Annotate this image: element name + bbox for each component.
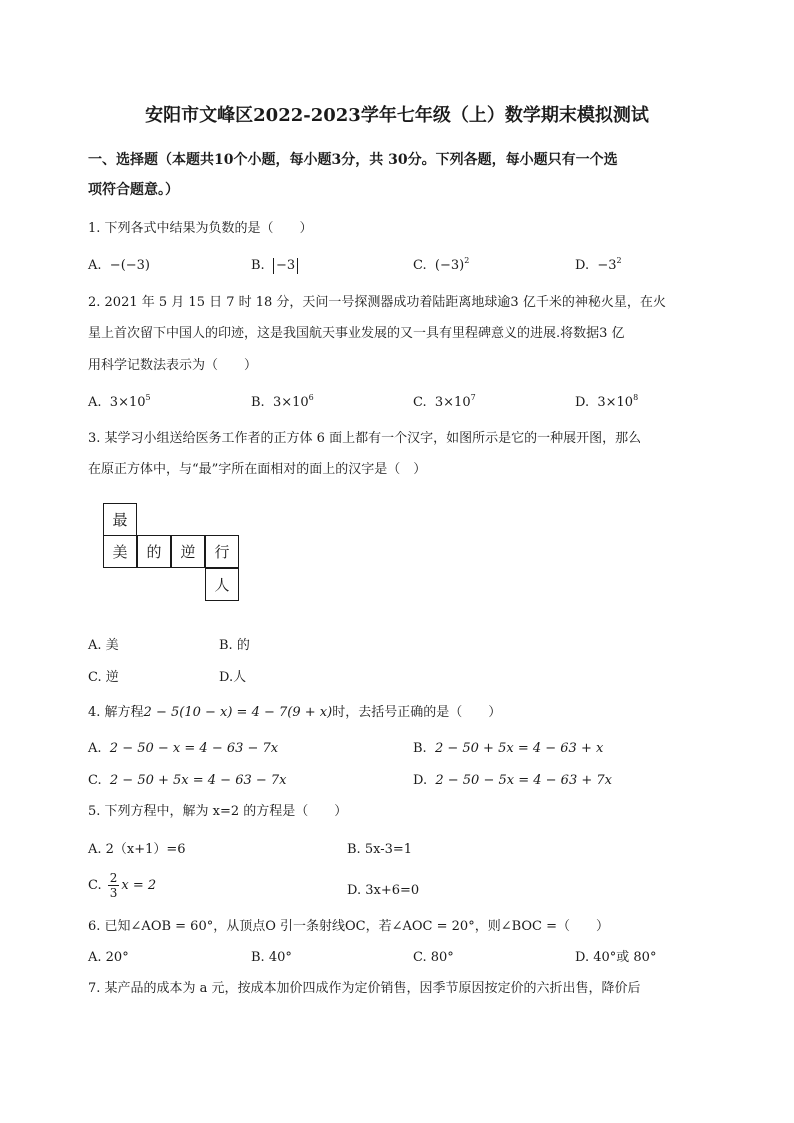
- q2-stem-line1: 2. 2021 年 5 月 15 日 7 时 18 分，天问一号探测器成功着陆距离地球逾3 亿千米的神秘火星，在火: [88, 295, 666, 310]
- q1-option-a-expr: −(−3): [109, 258, 150, 273]
- q1-option-b-expr: −3: [273, 258, 298, 274]
- cube-face-mei: 美: [103, 535, 137, 568]
- q1-option-c[interactable]: C. $(-3)^2$: [413, 256, 470, 273]
- q2-stem-line3: 用科学记数法表示为（ ）: [88, 358, 258, 373]
- q4-option-a[interactable]: A. 2 − 50 − x = 4 − 63 − 7x: [88, 741, 279, 756]
- page-title: 安阳市文峰区2022-2023学年七年级（上）数学期末模拟测试: [145, 105, 649, 126]
- q1-stem: 1. 下列各式中结果为负数的是（ ）: [88, 221, 313, 236]
- q3-option-d[interactable]: D.人: [219, 670, 247, 685]
- q5-stem: 5. 下列方程中，解为 x=2 的方程是（ ）: [88, 804, 348, 819]
- q4-option-d[interactable]: D. 2 − 50 − 5x = 4 − 63 + 7x: [413, 773, 612, 788]
- q3-option-a[interactable]: A. 美: [88, 638, 119, 653]
- q7-stem-line1: 7. 某产品的成本为 a 元，按成本加价四成作为定价销售，因季节原因按定价的六折出售，降价后: [88, 981, 641, 996]
- q5-option-d[interactable]: D. 3x+6=0: [347, 883, 420, 898]
- q5-option-a[interactable]: A. 2（x+1）=6: [88, 842, 186, 857]
- q3-option-c[interactable]: C. 逆: [88, 670, 119, 685]
- q1-option-b[interactable]: B. −3: [251, 256, 298, 276]
- q5-fraction: $\frac{2}{3}$: [109, 871, 118, 900]
- q6-stem: 6. 已知∠AOB = 60°，从顶点O 引一条射线OC，若∠AOC = 20°，则∠BOC =（ ）: [88, 919, 610, 934]
- q1-option-a[interactable]: A. −(−3): [88, 258, 150, 273]
- q6-option-d[interactable]: D. 40°或 80°: [575, 950, 657, 965]
- q2-option-d[interactable]: D. $3\times 10^8$: [575, 393, 639, 410]
- q3-stem-line1: 3. 某学习小组送给医务工作者的正方体 6 面上都有一个汉字，如图所示是它的一种展开图，那么: [88, 431, 642, 446]
- section-heading-line1: 一、选择题（本题共10个小题，每小题3分，共 30分。下列各题，每小题只有一个选: [88, 152, 618, 168]
- q6-option-b[interactable]: B. 40°: [251, 950, 292, 965]
- q6-option-c[interactable]: C. 80°: [413, 950, 454, 965]
- q4-option-c[interactable]: C. 2 − 50 + 5x = 4 − 63 − 7x: [88, 773, 287, 788]
- cube-face-de: 的: [137, 535, 171, 568]
- cube-face-ren: 人: [205, 568, 239, 601]
- q2-option-a[interactable]: A. $3\times 10^5$: [88, 393, 151, 410]
- q5-option-b[interactable]: B. 5x-3=1: [347, 842, 413, 857]
- q3-stem-line2: 在原正方体中，与“最”字所在面相对的面上的汉字是（ ）: [88, 462, 427, 477]
- q2-option-c[interactable]: C. $3\times 10^7$: [413, 393, 476, 410]
- q6-option-a[interactable]: A. 20°: [88, 950, 129, 965]
- cube-face-zui: 最: [103, 503, 137, 536]
- q4-equation: 2 − 5(10 − x) = 4 − 7(9 + x): [143, 705, 333, 720]
- q4-stem: 4. 解方程2 − 5(10 − x) = 4 − 7(9 + x)时，去括号正确的是（ ）: [88, 705, 502, 720]
- q3-option-b[interactable]: B. 的: [219, 638, 250, 653]
- q2-stem-line2: 星上首次留下中国人的印迹，这是我国航天事业发展的又一具有里程碑意义的进展.将数据3 亿: [88, 326, 625, 341]
- cube-face-ni: 逆: [171, 535, 205, 568]
- cube-face-xing: 行: [205, 535, 239, 568]
- q1-option-d[interactable]: D. $-3^2$: [575, 256, 622, 273]
- q5-option-c[interactable]: C. $\frac{2}{3}$ x = 2: [88, 871, 157, 900]
- section-heading-line2: 项符合题意。）: [88, 182, 179, 198]
- q4-option-b[interactable]: B. 2 − 50 + 5x = 4 − 63 + x: [413, 741, 604, 756]
- q2-option-b[interactable]: B. $3\times 10^6$: [251, 393, 314, 410]
